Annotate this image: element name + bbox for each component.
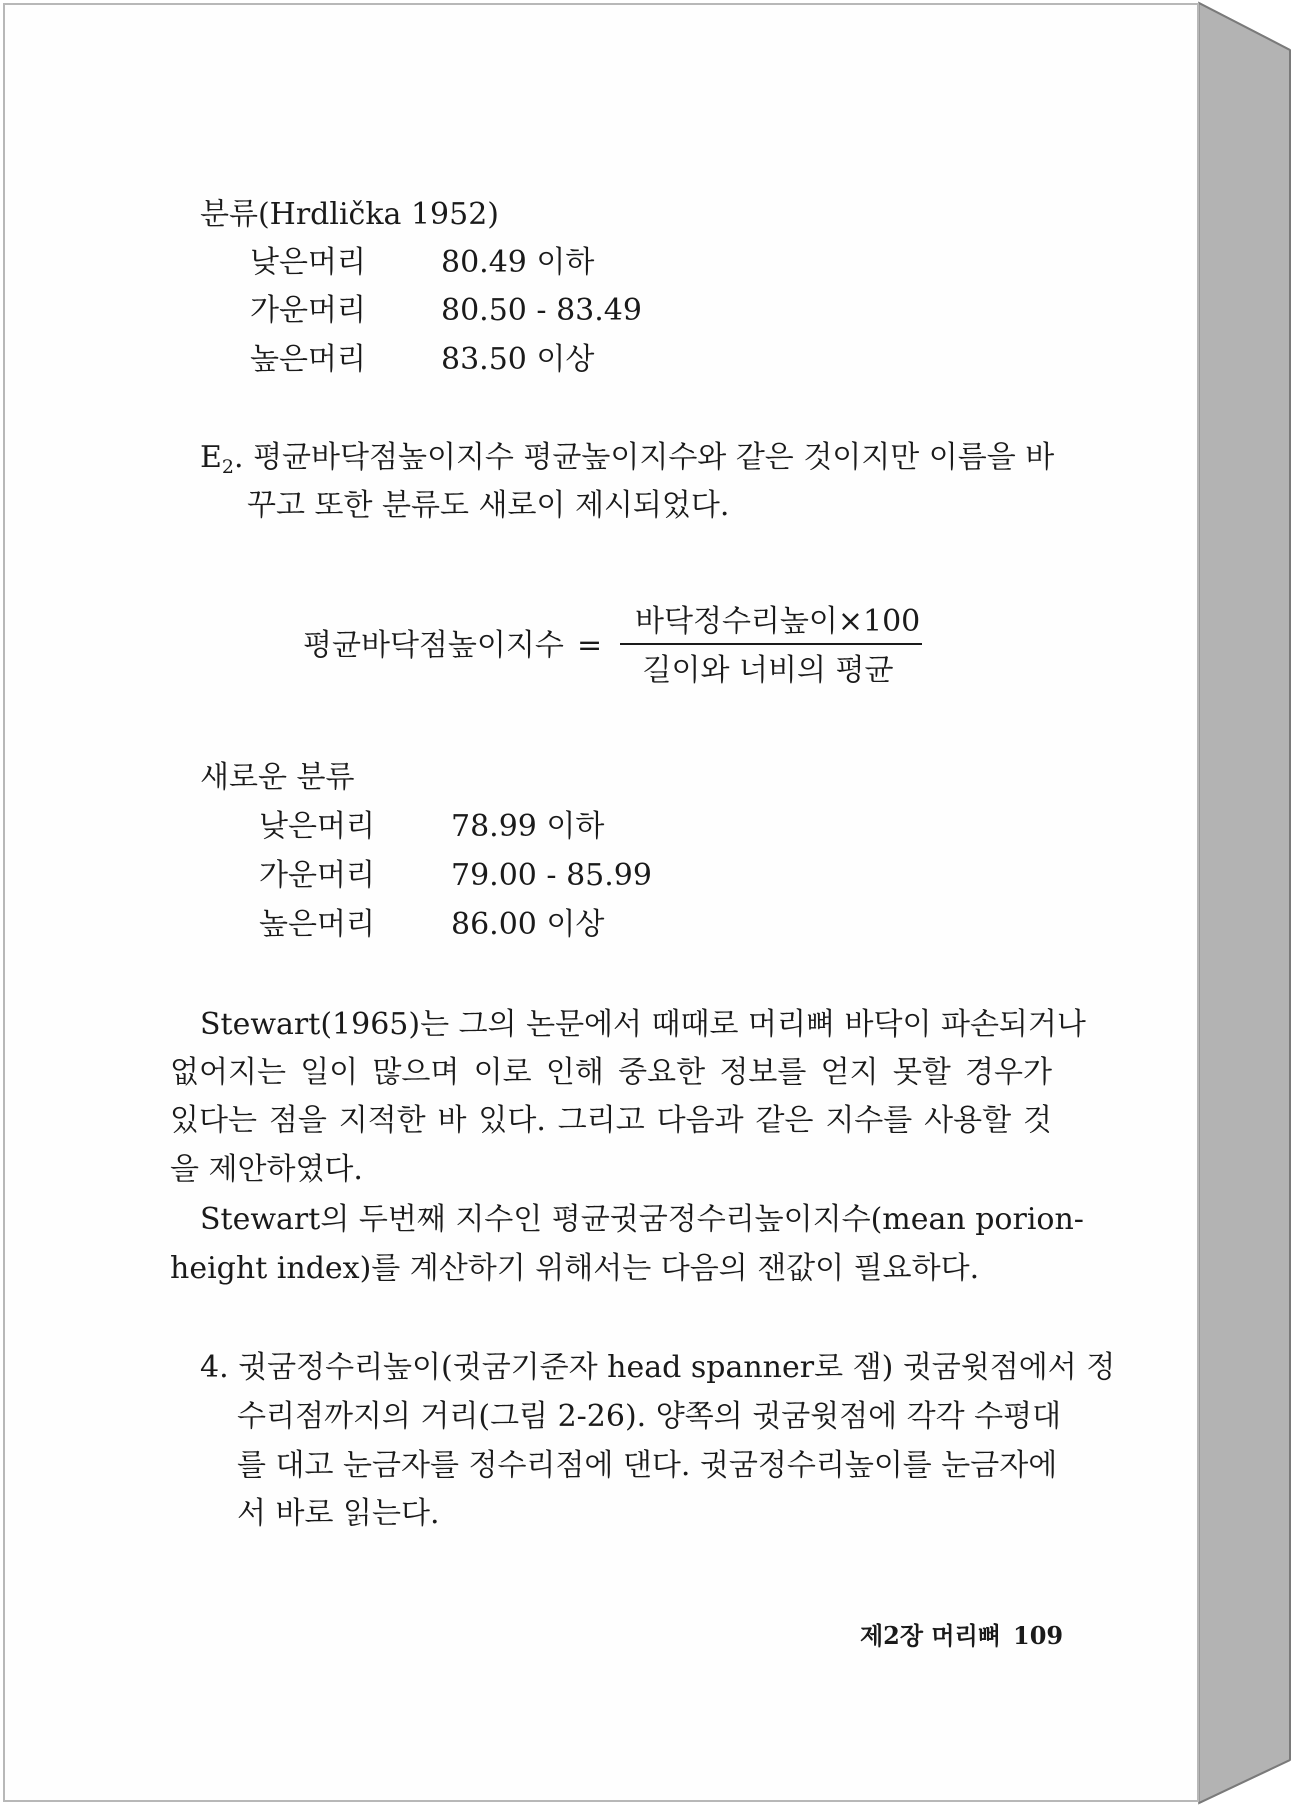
- section-e2-text: . 평균바닥점높이지수 평균높이지수와 같은 것이지만 이름을 바: [234, 440, 1055, 475]
- classification-title: 분류(Hrdlička 1952): [200, 197, 500, 232]
- class1-label-low: 낮은머리: [250, 245, 366, 280]
- paragraph-1-line-2: 없어지는 일이 많으며 이로 인해 중요한 정보를 얻지 못할 경우가: [170, 1055, 1052, 1090]
- book-page: [3, 3, 1199, 1802]
- class1-value-low: 80.49 이하: [441, 245, 595, 280]
- class1-value-mid: 80.50 - 83.49: [441, 293, 642, 328]
- class2-value-low: 78.99 이하: [451, 809, 605, 844]
- item-4-line-3: 를 대고 눈금자를 정수리점에 댄다. 귓굼정수리높이를 눈금자에: [237, 1448, 1058, 1483]
- section-e2-subscript: 2: [221, 456, 234, 478]
- page-number: 109: [1013, 1621, 1064, 1650]
- formula-numerator: 바닥정수리높이×100: [635, 604, 921, 639]
- class1-label-high: 높은머리: [250, 342, 366, 377]
- class1-label-mid: 가운머리: [250, 293, 366, 328]
- class2-value-mid: 79.00 - 85.99: [451, 858, 652, 893]
- class2-value-high: 86.00 이상: [451, 907, 605, 942]
- section-e2-line1: [200, 440, 1055, 478]
- new-classification-title: 새로운 분류: [200, 760, 355, 795]
- paragraph-1-line-4: 을 제안하였다.: [170, 1152, 363, 1187]
- class2-label-low: 낮은머리: [259, 809, 375, 844]
- paragraph-2-line-1: Stewart의 두번째 지수인 평균귓굼정수리높이지수(mean porion-: [200, 1202, 1084, 1237]
- class2-label-high: 높은머리: [259, 907, 375, 942]
- class1-value-high: 83.50 이상: [441, 342, 595, 377]
- item-4-line-1: 4. 귓굼정수리높이(귓굼기준자 head spanner로 잼) 귓굼윗점에서 정: [200, 1350, 1116, 1385]
- formula-denominator: 길이와 너비의 평균: [642, 653, 894, 688]
- formula-lhs: 평균바닥점높이지수: [303, 628, 564, 663]
- section-e2-line2: 꾸고 또한 분류도 새로이 제시되었다.: [247, 488, 730, 523]
- item-4-line-4: 서 바로 읽는다.: [237, 1496, 440, 1531]
- footer-chapter: 제2장 머리뼈: [860, 1621, 1001, 1650]
- section-e2-prefix: E: [200, 440, 222, 475]
- paragraph-1-line-3: 있다는 점을 지적한 바 있다. 그리고 다음과 같은 지수를 사용할 것: [170, 1103, 1052, 1138]
- paragraph-2-line-2: height index)를 계산하기 위해서는 다음의 잰값이 필요하다.: [170, 1251, 980, 1286]
- item-4-line-2: 수리점까지의 거리(그림 2-26). 양쪽의 귓굼윗점에 각각 수평대: [237, 1399, 1062, 1434]
- paragraph-1-line-1: Stewart(1965)는 그의 논문에서 때때로 머리뼈 바닥이 파손되거나: [200, 1007, 1086, 1042]
- class2-label-mid: 가운머리: [259, 858, 375, 893]
- formula-equals: =: [577, 628, 603, 663]
- fraction-bar: [620, 643, 922, 645]
